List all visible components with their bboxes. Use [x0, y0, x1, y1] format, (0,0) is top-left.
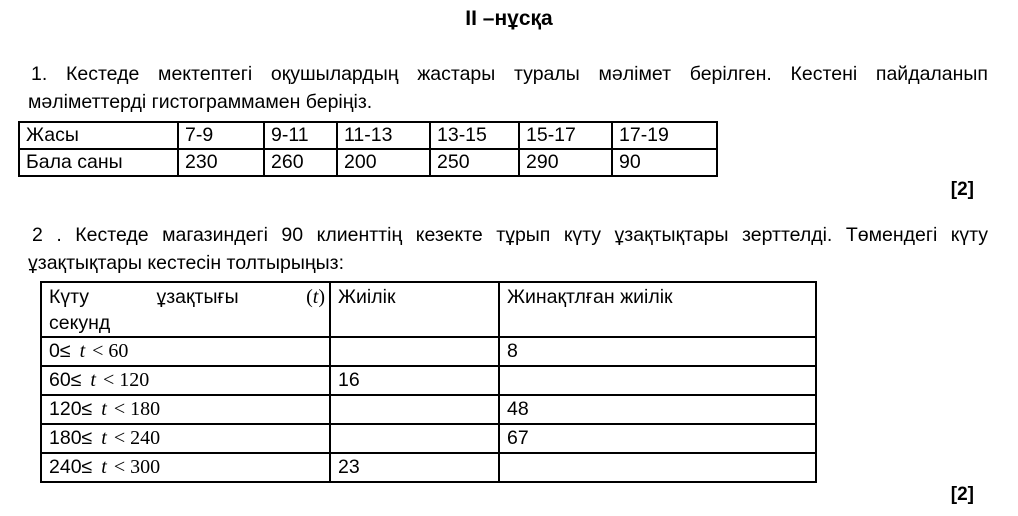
t-variable: (t) [306, 286, 325, 308]
frequency-cell: 16 [330, 366, 499, 395]
time-range-cell: 120≤ t < 180 [41, 395, 330, 424]
table-row [41, 424, 816, 453]
age-range-cell: 15-17 [519, 122, 612, 149]
header-word: ұзақтығы [156, 286, 239, 308]
children-count-cell: 90 [612, 149, 717, 176]
frequency-column-header: Жиілік [330, 282, 499, 337]
table-row [41, 337, 816, 366]
page-title: II –нұсқа [465, 7, 553, 30]
age-range-cell: 11-13 [337, 122, 430, 149]
question-1-text: 1. Кестеде мектептегі оқушылардың жастары туралы мәлімет берілген. Кестені пайдаланып мәліметтерді гистограммамен беріңіз. [28, 63, 988, 113]
frequency-cell: 23 [330, 453, 499, 482]
duration-column-header [41, 282, 330, 337]
question-2-text: 2 . Кестеде магазиндегі 90 клиенттің кезекте тұрып күту ұзақтықтары зерттелді. Төмендегі күту ұзақтықтары кестесін толтырыңыз: [28, 224, 988, 274]
cumulative-frequency-cell: 8 [499, 337, 816, 366]
ages-row-label: Жасы [19, 122, 178, 149]
children-count-cell: 230 [178, 149, 264, 176]
children-count-row-label: Бала саны [19, 149, 178, 176]
table-row [19, 149, 717, 176]
table-row [41, 366, 816, 395]
cumulative-frequency-cell [499, 366, 816, 395]
question-1-marks: [2] [950, 179, 974, 200]
time-range-cell: 0≤ t < 60 [41, 337, 330, 366]
time-range-cell: 60≤ t < 120 [41, 366, 330, 395]
cumulative-frequency-cell [499, 453, 816, 482]
cumulative-frequency-cell: 67 [499, 424, 816, 453]
duration-header-line1 [49, 284, 325, 310]
children-count-cell: 290 [519, 149, 612, 176]
cumulative-frequency-cell: 48 [499, 395, 816, 424]
waiting-time-table [40, 281, 817, 483]
frequency-cell [330, 424, 499, 453]
children-count-cell: 260 [264, 149, 337, 176]
age-range-cell: 13-15 [430, 122, 519, 149]
ages-table [18, 121, 718, 177]
time-range-cell: 180≤ t < 240 [41, 424, 330, 453]
question-2-marks: [2] [950, 484, 974, 505]
table-header-row [41, 282, 816, 337]
children-count-cell: 250 [430, 149, 519, 176]
cumulative-frequency-column-header: Жинақтлған жиілік [499, 282, 816, 337]
table-row [19, 122, 717, 149]
age-range-cell: 9-11 [264, 122, 337, 149]
age-range-cell: 17-19 [612, 122, 717, 149]
age-range-cell: 7-9 [178, 122, 264, 149]
table-row [41, 453, 816, 482]
duration-header-line2: секунд [49, 312, 111, 334]
time-range-cell: 240≤ t < 300 [41, 453, 330, 482]
children-count-cell: 200 [337, 149, 430, 176]
header-word: Күту [49, 286, 90, 308]
table-row [41, 395, 816, 424]
frequency-cell [330, 395, 499, 424]
frequency-cell [330, 337, 499, 366]
